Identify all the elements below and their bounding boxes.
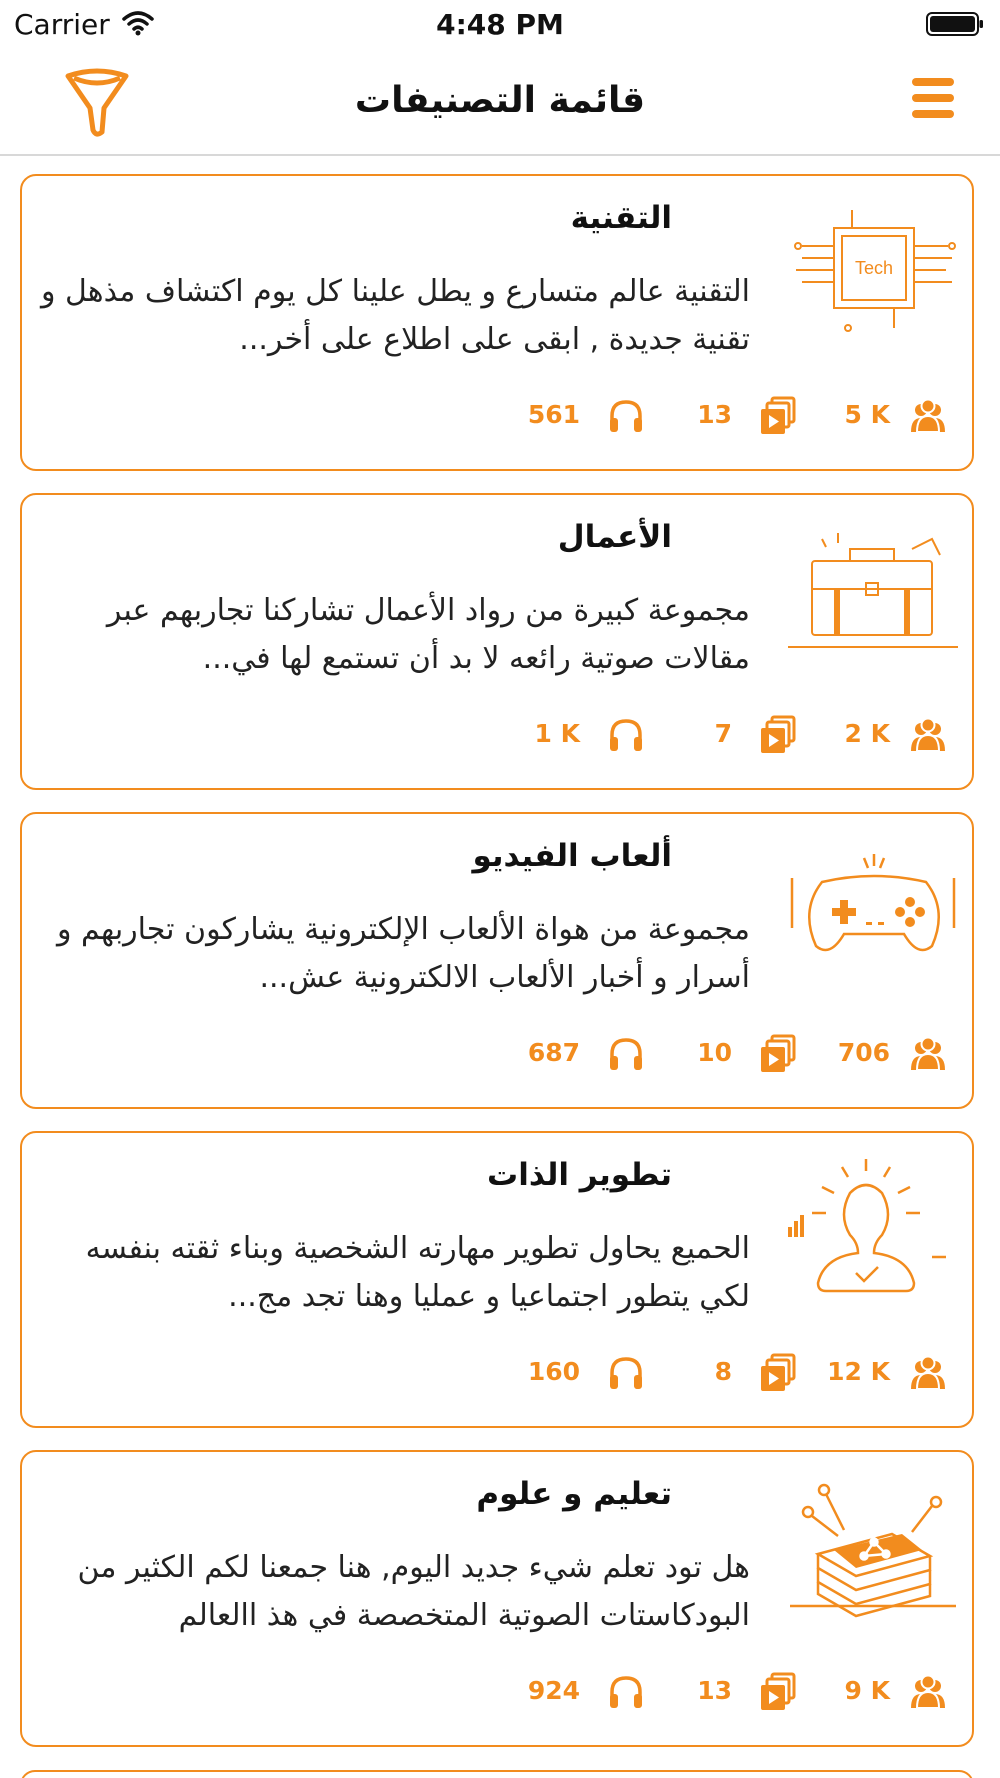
headphones-icon: [606, 1672, 646, 1712]
category-title: تعليم و علوم: [476, 1476, 672, 1512]
category-card[interactable]: [20, 812, 974, 1109]
episodes-icon: [758, 1353, 798, 1393]
category-card[interactable]: [20, 1131, 974, 1428]
status-bar: [0, 0, 1000, 52]
listens-count: 687: [527, 1038, 580, 1067]
svg-text:Tech: Tech: [854, 258, 894, 278]
followers-count: 2 K: [844, 719, 890, 748]
category-stats: [432, 1351, 952, 1395]
category-card[interactable]: [20, 493, 974, 790]
category-stats: [432, 394, 952, 438]
category-description: مجموعة من هواة الألعاب الإلكترونية يشاركون تجاربهم و أسرار و أخبار الألعاب الالكترونية عش...: [57, 912, 750, 995]
episodes-icon: [758, 1034, 798, 1074]
category-description: الحميع يحاول تطوير مهارته الشخصية وبناء ثقته بنفسه لكي يتطور اجتماعيا و عمليا وهنا تجد مج...: [85, 1231, 750, 1314]
category-stats: [432, 713, 952, 757]
page-title: قائمة التصنيفات: [354, 80, 646, 121]
headphones-icon: [606, 396, 646, 436]
carrier-label: Carrier: [14, 8, 110, 41]
navigation-bar: [0, 52, 1000, 156]
battery-icon: [926, 12, 984, 36]
headphones-icon: [606, 1034, 646, 1074]
episodes-count: 13: [697, 400, 732, 429]
status-time: 4:48 PM: [436, 8, 564, 41]
hamburger-menu-icon[interactable]: [910, 76, 956, 120]
books-science-illustration: [782, 1476, 964, 1626]
category-card-partial[interactable]: [20, 1770, 974, 1778]
followers-icon: [908, 1353, 948, 1393]
followers-count: 5 K: [844, 400, 890, 429]
category-card[interactable]: [20, 1450, 974, 1747]
followers-count: 706: [837, 1038, 890, 1067]
followers-count: 12 K: [827, 1357, 890, 1386]
episodes-count: 10: [697, 1038, 732, 1067]
category-title: ألعاب الفيديو: [472, 838, 672, 874]
listens-count: 561: [527, 400, 580, 429]
category-title: تطوير الذات: [487, 1157, 672, 1193]
followers-icon: [908, 396, 948, 436]
category-stats: [432, 1670, 952, 1714]
followers-icon: [908, 715, 948, 755]
headphones-icon: [606, 1353, 646, 1393]
category-description: مجموعة كبيرة من رواد الأعمال تشاركنا تجاربهم عبر مقالات صوتية رائعه لا بد أن تستمع لها في...: [106, 593, 750, 676]
headphones-icon: [606, 715, 646, 755]
listens-count: 1 K: [534, 719, 580, 748]
category-card[interactable]: [20, 174, 974, 471]
tech-chip-illustration: [782, 200, 964, 350]
episodes-count: 7: [714, 719, 732, 748]
briefcase-illustration: [782, 519, 964, 669]
self-development-illustration: [782, 1157, 964, 1307]
category-description: هل تود تعلم شيء جديد اليوم, هنا جمعنا لكم الكثير من البودكاستات الصوتية المتخصصة في هذ االعالم: [77, 1550, 750, 1633]
followers-icon: [908, 1672, 948, 1712]
episodes-icon: [758, 715, 798, 755]
category-stats: [432, 1032, 952, 1076]
listens-count: 160: [527, 1357, 580, 1386]
category-description: التقنية عالم متسارع و يطل علينا كل يوم اكتشاف مذهل و تقنية جديدة , ابقى على اطلاع على أخر...: [41, 274, 750, 357]
category-title: التقنية: [570, 200, 672, 236]
followers-icon: [908, 1034, 948, 1074]
category-title: الأعمال: [557, 519, 672, 555]
episodes-icon: [758, 396, 798, 436]
followers-count: 9 K: [844, 1676, 890, 1705]
episodes-count: 13: [697, 1676, 732, 1705]
episodes-count: 8: [714, 1357, 732, 1386]
gamepad-illustration: [782, 838, 964, 988]
listens-count: 924: [527, 1676, 580, 1705]
episodes-icon: [758, 1672, 798, 1712]
